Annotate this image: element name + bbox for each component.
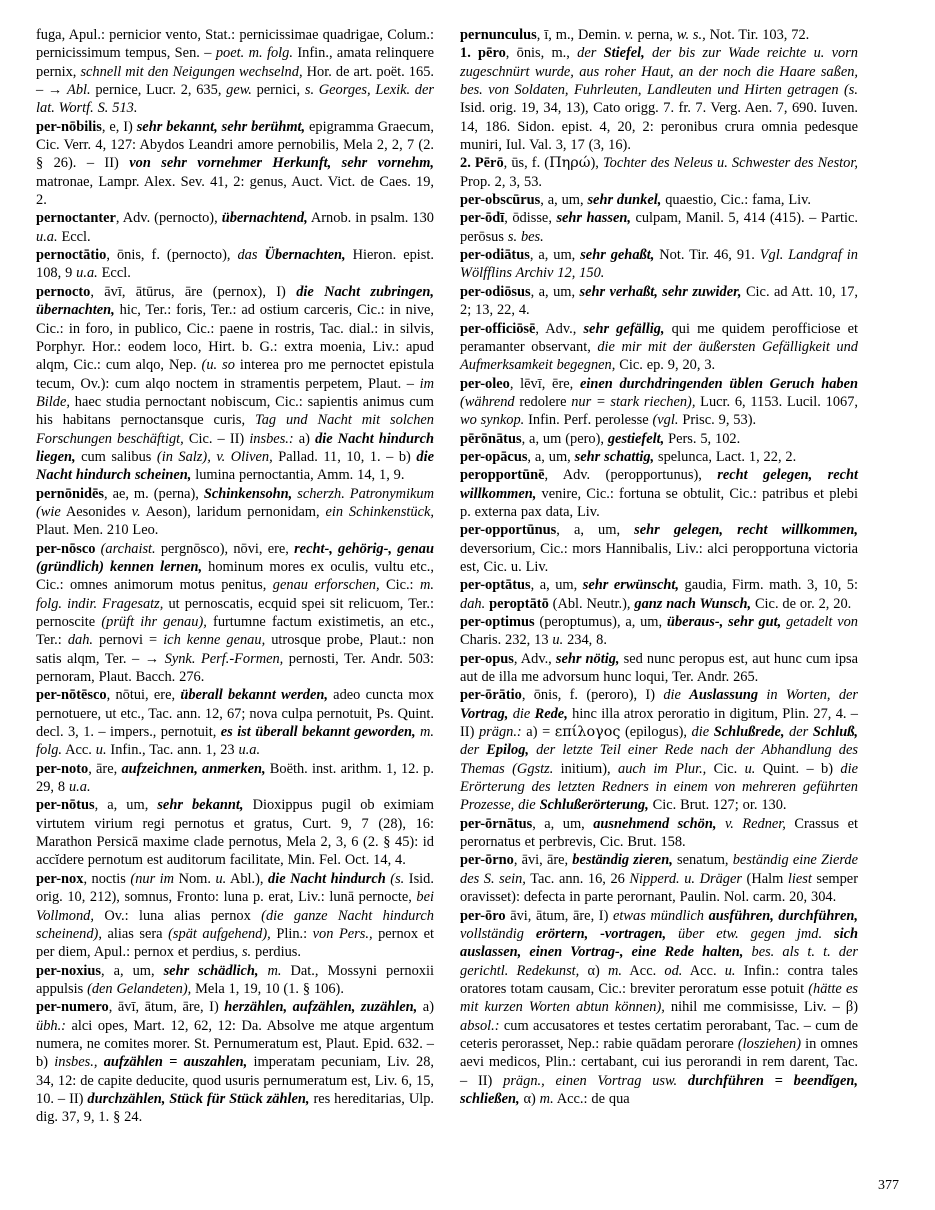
dictionary-entry-pero-2: 2. Pērō, ūs, f. (Πηρώ), Tochter des Neleus u. Schwester des Nestor, Prop. 2, 3, 53. (460, 155, 858, 190)
dictionary-entry-per-nox: per-nox, noctis (nur im Nom. u. Abl.), die Nacht hindurch (s. Isid. orig. 10, 212), somnus, Fronto: luna p. erat, Liv.: lunā pernocte, bei Vollmond, Ov.: luna alias pernox (die ganze Nacht hindurch scheinend), alias sera (spät aufgehend), Plin.: von Pers., pernox et per diem, Apul.: pernox et perdius, s. perdius. (36, 870, 434, 961)
dictionary-entry-pernix-continuation: fuga, Apul.: pernicior vento, Stat.: pernicissimae quadrigae, Colum.: pernicissimum tempus, Sen. – poet. m. folg. Infin., amata relinquere pernix, schnell mit den Neigungen wechselnd, Hor. de art. poët. 165. – → Abl. pernice, Lucr. 2, 635, gew. pernici, s. Georges, Lexik. der lat. Wortf. S. 513. (36, 27, 435, 117)
dictionary-entry-per-notesco: per-nōtēsco, nōtui, ere, überall bekannt werden, adeo cuncta mox pernotuere, ut etc., Tac. ann. 12, 67; nova culpa pernotuit, Ps. Quint. decl. 3, 1. – impers., pernotuit, es ist überall bekannt geworden, m. folg. Acc. u. Infin., Tac. ann. 1, 23 u.a. (36, 687, 434, 759)
dictionary-entry-per-odiatus: per-odiātus, a, um, sehr gehaßt, Not. Tir. 46, 91. Vgl. Landgraf in Wölfflins Archiv 12, 150. (460, 247, 858, 282)
page-number: 377 (878, 1178, 899, 1193)
dictionary-entry-per-officiose: per-officiōsē, Adv., sehr gefällig, qui me quidem perofficiose et peramanter observant, die mir mit der äußersten Gefälligkeit und Aufmerksamkeit begegnen, Cic. ep. 9, 20, 3. (460, 320, 859, 374)
dictionary-entry-pernoctatio: pernoctātio, ōnis, f. (pernocto), das Übernachten, Hieron. epist. 108, 9 u.a. Eccl. (36, 247, 434, 282)
dictionary-entry-per-opportunus: per-opportūnus, a, um, sehr gelegen, recht willkommen, deversorium, Cic.: mors Hannibalis, Liv.: alci peropportuna victoria est, Cic. u. Liv. (460, 522, 858, 575)
dictionary-entry-per-numero: per-numero, āvī, ātum, āre, I) herzählen, aufzählen, zuzählen, a) übh.: alci opes, Mart. 12, 62, 12: Da. Absolve me atque argentum numera, ne comites morer. St. Pernumeratum est, Plaut. Epid. 632. – b) insbes., aufzählen = auszahlen, imperatam pecuniam, Liv. 28, 34, 12: de capite deducite, quod usuris pernumeratum est, Liv. 6, 15, 10. – II) durchzählen, Stück für Stück zählen, res hereditarias, Ulp. dig. 37, 9, 1. § 24. (36, 999, 435, 1126)
dictionary-entry-per-orno: per-ōrno, āvi, āre, beständig zieren, senatum, beständig eine Zierde des S. sein, Tac. ann. 16, 26 Nipperd. u. Dräger (Halm liest semper oravisset): defecta in parte perornant, Paulin. Nol. carm. 20, 304. (460, 852, 858, 906)
dictionary-entry-per-oro: per-ōro āvi, ātum, āre, I) etwas mündlich ausführen, durchführen, vollständig erörtern, -vortragen, über etw. gegen jmd. sich auslassen, einen Vortrag-, eine Rede halten, bes. als t. t. der gerichtl. Redekunst, α) m. Acc. od. Acc. u. Infin.: contra tales oratores totam causam, Cic.: breviter peroratum esse potuit (hätte es mit kurzen Worten abtun können), nihil me commisisse, Liv. – β) absol.: cum accusatores et testes certatim perorabant, Tac. – cum de ceteris perorasset, Nep.: rabie quādam perorare (losziehen) in omnes aevi medicos, Plin.: certabant, cui ius perorandi in rem darent, Tac. – II) prägn., einen Vortrag usw. durchführen = beendĭgen, schließen, α) m. Acc.: de qua (460, 907, 859, 1107)
dictionary-entry-per-ornatus: per-ōrnātus, a, um, ausnehmend schön, v. Redner, Crassus et perornatus et perbrevis, Cic. Brut. 158. (460, 815, 858, 851)
dictionary-entry-per-oratio: per-ōrātio, ōnis, f. (peroro), I) die Auslassung in Worten, der Vortrag, die Rede, hinc illa atrox peroratio in digitum, Plin. 27, 4. – II) prägn.: a) = επίλογος (epilogus), die Schlußrede, der Schluß, der Epilog, der letzte Teil einer Rede nach der Abhandlung des Themas (Ggstz. initium), auch im Plur., Cic. u. Quint. – b) die Erörterung des letzten Redners in einem von mehreren geführten Prozesse, die Schlußerörterung, Cic. Brut. 127; or. 130. (460, 687, 859, 814)
dictionary-entry-per-nobilis: per-nōbilis, e, I) sehr bekannt, sehr berühmt, epigramma Graecum, Cic. Verr. 4, 127: Abydos Leandri amore pernobilis, Mela 2, 2, 7 (2. § 26). – II) von sehr vornehmer Herkunft, sehr vornehm, matronae, Lampr. Alex. Sev. 41, 2: genus, Auct. Vict. de Caes. 19, 2. (36, 118, 435, 209)
dictionary-entry-pernunculus: pernunculus, ī, m., Demin. v. perna, w. s., Not. Tir. 103, 72. (460, 27, 810, 43)
dictionary-entry-per-odiosus: per-odiōsus, a, um, sehr verhaßt, sehr zuwider, Cic. ad Att. 10, 17, 2; 13, 22, 4. (460, 283, 859, 319)
dictionary-entry-per-opus: per-opus, Adv., sehr nötig, sed nunc peropus est, aut hunc cum ipsa aut de illa me advorsum hunc loqui, Ter. Andr. 265. (460, 650, 858, 686)
dictionary-entry-peropportune: peropportūnē, Adv. (peropportunus), recht gelegen, recht willkommen, venire, Cic.: fortuna se obtulit, Cic.: patribus et plebi p. externa pax data, Liv. (460, 467, 858, 520)
dictionary-entry-per-optimus: per-optimus (peroptumus), a, um, überaus-, sehr gut, getadelt von Charis. 232, 13 u. 234, 8. (460, 614, 858, 649)
dictionary-entry-per-oleo: per-oleo, lēvī, ēre, einen durchdringenden üblen Geruch haben (während redolere nur = stark riechen), Lucr. 6, 1153. Lucil. 1067, wo synkop. Infin. Perf. perolesse (vgl. Prisc. 9, 53). (460, 375, 859, 429)
dictionary-entry-pernonides: pernōnidēs, ae, m. (perna), Schinkensohn, scherzh. Patronymikum (wie Aesonides v. Aeson), laridum pernonidam, ein Schinkenstück, Plaut. Men. 210 Leo. (36, 485, 434, 539)
dictionary-entry-per-notus: per-nōtus, a, um, sehr bekannt, Dioxippus pugil ob eximiam virtutem virium regi pernotus et gratus, Curt. 9, 7 (28), 16: Marathon Persicā maxime clade pernotus, Mela 2, 3, 6 (2. § 45): id accĭdere pernotum est auditorum facilitate, Min. Fel. Oct. 14, 4. (36, 797, 434, 869)
left-text-column (36, 26, 434, 1127)
dictionary-entry-per-nosco: per-nōsco (archaist. pergnōsco), nōvi, ere, recht-, gehörig-, genau (gründlich) kennen lernen, hominum mores ex oculis, vultu etc., Cic.: omnes animorum motus penitus, genau erforschen, Cic.: m. folg. indir. Fragesatz, ut pernoscatis, ecquid spei sit relicuom, Ter.: pernoscite (prüft ihr genau), furtumne factum existimetis, an etc., Ter.: dah. pernovi = ich kenne genau, utrosque probe, Plaut.: non satis alqm, Ter. – → Synk. Perf.-Formen, pernosti, Ter. Andr. 503: pernoram, Plaut. Bacch. 276. (36, 540, 435, 686)
two-column-layout (36, 26, 899, 1127)
dictionary-entry-peronatus: pērōnātus, a, um (pero), gestiefelt, Pers. 5, 102. (460, 430, 741, 447)
dictionary-entry-per-obscurus: per-obscūrus, a, um, sehr dunkel, quaestio, Cic.: fama, Liv. (460, 192, 811, 209)
dictionary-entry-per-optatus: per-optātus, a, um, sehr erwünscht, gaudia, Firm. math. 3, 10, 5: dah. peroptātō (Abl. Neutr.), ganz nach Wunsch, Cic. de or. 2, 20. (460, 577, 858, 612)
dictionary-entry-per-noxius: per-noxius, a, um, sehr schädlich, m. Dat., Mossyni pernoxii appulsis (den Gelandeten), Mela 1, 19, 10 (1. § 106). (36, 962, 435, 997)
dictionary-entry-per-odi: per-ōdī, ōdisse, sehr hassen, culpam, Manil. 5, 414 (415). – Partic. perōsus s. bes. (460, 210, 858, 245)
dictionary-entry-pero-1: 1. pēro, ōnis, m., der Stiefel, der bis zur Wade reichte u. vorn zugeschnürt wurde, aus roher Haut, an der noch die Haare saßen, bes. von Soldaten, Fuhrleuten, Landleuten und Hirten getragen (s. Isid. orig. 19, 34, 13), Cato origg. 7. fr. 7. Verg. Aen. 7, 690. Iuven. 14, 186. Sidon. epist. 4, 20, 2: peronibus crura omnia pedesque muniri, Iul. Val. 3, 17 (3, 16). (460, 45, 858, 154)
dictionary-entry-per-opacus: per-opācus, a, um, sehr schattig, spelunca, Lact. 1, 22, 2. (460, 448, 797, 465)
right-text-column (460, 26, 858, 1108)
dictionary-entry-pernocto: pernocto, āvī, ātūrus, āre (pernox), I) die Nacht zubringen, übernachten, hic, Ter.: foris, Ter.: ad ostium carceris, Cic.: in nive, Cic.: in foro, in publico, Cic.: paene in rostris, Tac. dial.: in silvis, Porphyr. Hor.: eodem loco, Hirt. b. G.: extra moenia, Liv.: apud alqm, Cic.: cum alqo, Nep. (u. so interea pro me pernoctet epistula tecum, Ov.): cum alqo noctem in stramentis perpetem, Plaut. – im Bilde, haec studia pernoctant nobiscum, Cic.: sapientis animus cum his habitans pernoctansque curis, Tag und Nacht mit solchen Forschungen beschäftigt, Cic. – II) insbes.: a) die Nacht hindurch liegen, cum salibus (in Salz), v. Oliven, Pallad. 11, 10, 1. – b) die Nacht hindurch scheinen, lumina pernoctantia, Amm. 14, 1, 9. (36, 283, 434, 484)
dictionary-entry-per-noto: per-noto, āre, aufzeichnen, anmerken, Boëth. inst. arithm. 1, 12. p. 29, 8 u.a. (36, 760, 434, 796)
dictionary-entry-pernoctanter: pernoctanter, Adv. (pernocto), übernachtend, Arnob. in psalm. 130 u.a. Eccl. (36, 210, 434, 245)
